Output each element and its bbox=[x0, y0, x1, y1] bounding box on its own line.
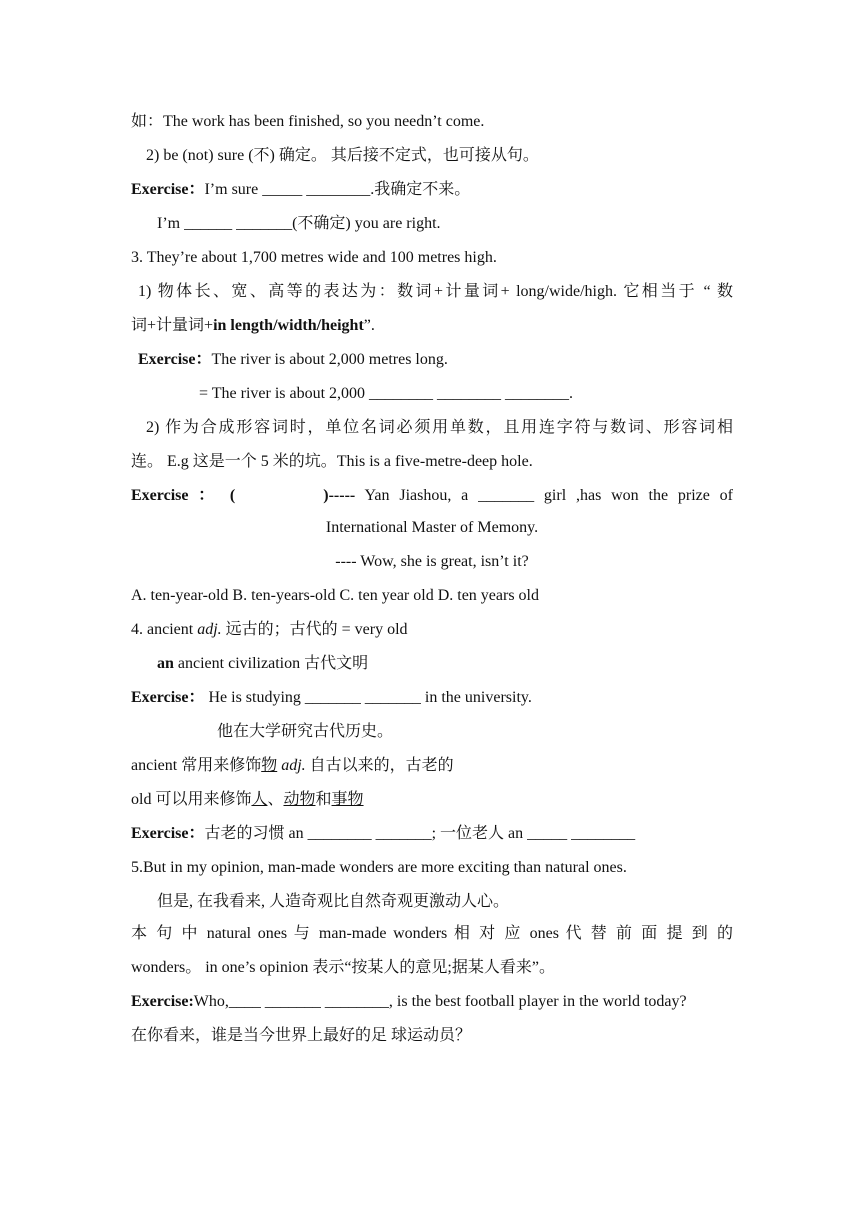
exercise-text: I’m sure _____ ________.我确定不来。 bbox=[204, 181, 471, 198]
translation-line: 他在大学研究古代历史。 bbox=[217, 723, 394, 740]
usage-text: 自古以来的，古老的 bbox=[305, 757, 454, 774]
usage-text: old 可以用来修饰 bbox=[131, 791, 252, 808]
exercise-text: 古老的习惯 an ________ _______; 一位老人 an _____ ________ bbox=[204, 825, 636, 842]
section-5-heading: 5.But in my opinion, man-made wonders are more exciting than natural ones. bbox=[131, 859, 627, 876]
exercise-label: Exercise： bbox=[131, 825, 205, 842]
dialogue-line: ---- Wow, she is great, isn’t it? bbox=[335, 553, 529, 570]
usage-text: ancient 常用来修饰 bbox=[131, 757, 262, 774]
exercise-text: Yan Jiashou, a _______ girl ,has won the prize of bbox=[355, 487, 733, 504]
exercise-line bbox=[131, 992, 751, 1012]
exercise-label: Exercise： bbox=[138, 351, 212, 368]
exercise-line: = The river is about 2,000 ________ ________ ________. bbox=[199, 385, 574, 402]
point-2-heading: 2) be (not) sure (不) 确定。 其后接不定式，也可接从句。 bbox=[146, 147, 539, 164]
exercise-line bbox=[131, 486, 733, 506]
exercise-line: I’m ______ _______(不确定) you are right. bbox=[157, 215, 441, 232]
underlined-word: 动物 bbox=[283, 791, 316, 808]
underlined-word: 事物 bbox=[331, 791, 364, 808]
underlined-word: 人 bbox=[251, 791, 268, 808]
rule-text: 1) 物体长、宽、高等的表达为：数词+计量词+ long/wide/high. 它相当于 “ 数 bbox=[138, 283, 733, 300]
part-of-speech: adj. bbox=[277, 757, 306, 774]
usage-note bbox=[131, 790, 733, 810]
underlined-word: 物 bbox=[261, 757, 278, 774]
example-line bbox=[157, 654, 733, 674]
exercise-text: Who,____ _______ ________, is the best football player in the world today? bbox=[193, 993, 687, 1010]
heading-text: 4. ancient bbox=[131, 621, 198, 638]
exercise-line bbox=[131, 824, 733, 844]
part-of-speech: adj. bbox=[197, 621, 222, 638]
rule-text-part: ”. bbox=[363, 317, 375, 334]
rule-text bbox=[131, 316, 733, 336]
answer-options: A. ten-year-old B. ten-years-old C. ten year old D. ten years old bbox=[131, 587, 539, 604]
section-4-heading bbox=[131, 620, 733, 640]
rule-text-part: 词+计量词+ bbox=[131, 317, 214, 334]
explanation-text: wonders。 in one’s opinion 表示“按某人的意见;据某人看来”。 bbox=[131, 959, 555, 976]
explanation-text: 本 句 中 natural ones 与 man-made wonders 相 对 应 ones 代 替 前 面 提 到 的 bbox=[131, 925, 733, 942]
translation-line: 在你看来，谁是当今世界上最好的足 球运动员？ bbox=[131, 1027, 472, 1044]
exercise-line: International Master of Memony. bbox=[325, 519, 539, 536]
exercise-line bbox=[138, 350, 733, 370]
article-bold: an bbox=[157, 655, 174, 672]
exercise-dash: )----- bbox=[323, 487, 356, 504]
example-line: 如：The work has been finished, so you needn’t come. bbox=[131, 113, 485, 130]
exercise-label: Exercise： bbox=[131, 689, 205, 706]
exercise-label: Exercise ： ( bbox=[131, 487, 236, 504]
translation-line: 但是, 在我看来, 人造奇观比自然奇观更激动人心。 bbox=[157, 893, 510, 910]
usage-text: 和 bbox=[315, 791, 332, 808]
heading-text: 远古的；古代的 = very old bbox=[221, 621, 408, 638]
exercise-label: Exercise： bbox=[131, 181, 205, 198]
usage-text: 、 bbox=[267, 791, 284, 808]
exercise-label: Exercise: bbox=[131, 993, 194, 1010]
section-3-heading: 3. They’re about 1,700 metres wide and 100 metres high. bbox=[131, 249, 497, 266]
exercise-line bbox=[131, 180, 733, 200]
rule-text: 2) 作为合成形容词时，单位名词必须用单数，且用连字符与数词、形容词相 bbox=[146, 419, 733, 436]
exercise-line bbox=[131, 688, 733, 708]
usage-note bbox=[131, 756, 733, 776]
rule-bold-phrase: in length/width/height bbox=[213, 317, 364, 334]
example-line: 连。 E.g 这是一个 5 米的坑。This is a five-metre-deep hole. bbox=[131, 453, 533, 470]
example-text: ancient civilization 古代文明 bbox=[173, 655, 369, 672]
exercise-text: The river is about 2,000 metres long. bbox=[211, 351, 448, 368]
exercise-text: He is studying _______ _______ in the university. bbox=[204, 689, 532, 706]
